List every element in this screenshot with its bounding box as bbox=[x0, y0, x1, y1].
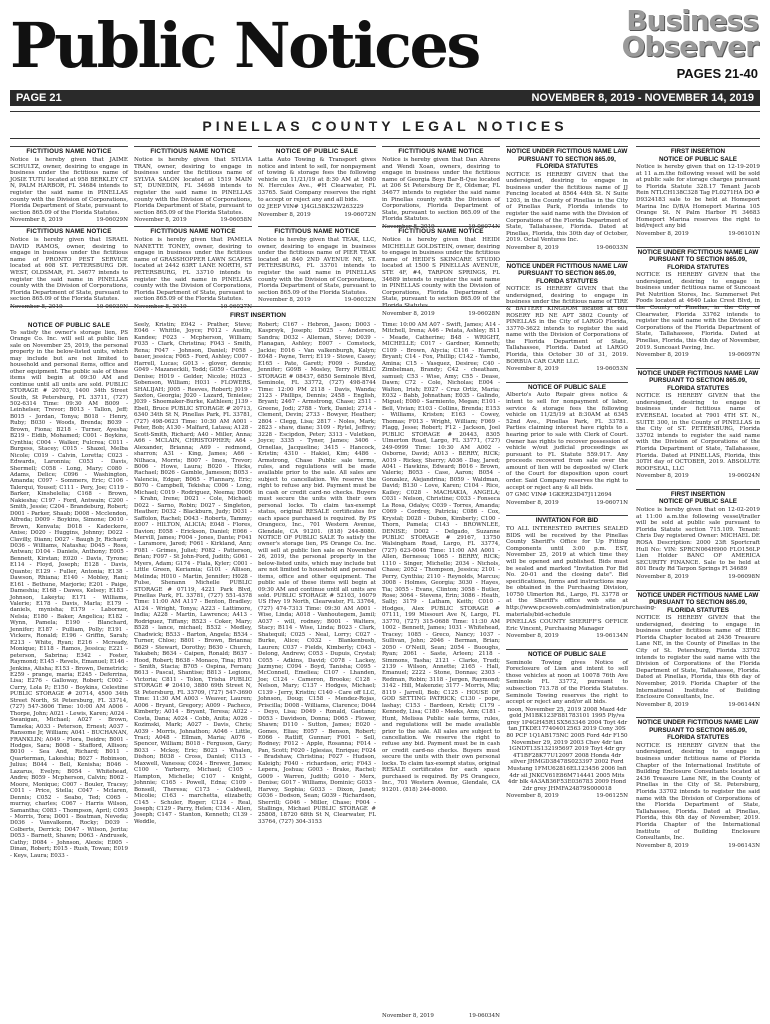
notice-heading: NOTICE UNDER FICTITIOUS NAME LAW PURSUANT TO SECTION 865.09, FLORIDA STATUTES bbox=[637, 591, 759, 614]
notice-code: 19-06072N bbox=[344, 211, 376, 218]
notice-box bbox=[10, 146, 128, 228]
notice-date bbox=[134, 304, 187, 311]
notice-heading: NOTICE UNDER FICTITIOUS NAME LAW PURSUANT TO SECTION 865.09, FLORIDA STATUTES bbox=[637, 369, 759, 392]
notice-col5-4 bbox=[506, 515, 656, 644]
notice-body: Notice is hereby given that ISRAEL DAVID RAMOS, owner, desiring to engage in business under the fictitious name of PRONTO PEST SERVICE located at 608 ST. PETERSBURG DR. WEST, OLDSMAR, FL 34677 intends to register the said name in PINELLAS county with the Division of Corporations, Florida Department of State, pursuant to section 865.09 of the Florida Statutes. bbox=[10, 237, 128, 303]
notice-col6-1 bbox=[636, 146, 760, 242]
notice-top-2 bbox=[134, 146, 252, 224]
notice-date: November 8, 2019 bbox=[506, 793, 559, 800]
notice-code: 19-06034N bbox=[468, 1013, 500, 1019]
notice-heading: FICTITIOUS NAME NOTICE bbox=[150, 228, 236, 235]
notice-body: NOTICE IS HEREBY GIVEN that the undersigned, desiring to engage in business under the fictitious name of TIRE & BATTERY KINGDOM located at 601 ROSERY RD NE APT 3802 County of PINELLAS in the City of LARGO Florida, 33770-3622 intends to register the said name with the Division of Corporations of the Florida Department of State, Tallahassee, Florida. Dated at LARGO Florida, this October 30 of 31, 2019. BORBUA CAR CARE LLC. bbox=[506, 286, 628, 365]
page-number: PAGE 21 bbox=[16, 92, 62, 104]
notice-top-6 bbox=[134, 226, 252, 304]
notice-top-3 bbox=[258, 146, 376, 224]
storage-footer bbox=[382, 1012, 500, 1022]
notice-top-4 bbox=[382, 146, 500, 230]
notice-box bbox=[134, 146, 252, 228]
notice-heading: FICTITIOUS NAME NOTICE bbox=[150, 148, 236, 155]
masthead-title: Public Notices bbox=[10, 9, 479, 82]
notice-body: TO ALL INTERESTED PARTIES SEALED BIDS will be received by the Pinellas County Sheriff's Office for Up Fitting Components until 3:00 p.m. EST, November 25, 2019 at which time they will be opened and published. Bids must be sealed and marked "Invitation For Bid No. 20-01 and the closing date". Bid specifications, forms and instructions may be obtained in the Purchasing Division, 10750 Ulmerton Rd., Largo, FL 33778 or at the Sheriff's office web site at http://www.pcsoweb.com/administration/purchasing-materials/bid-schedule bbox=[506, 525, 656, 618]
notice-body: Notice is hereby given that on 12-19-2019 at 11 a.m.the following vessel will be sold at public sale for storage charges pursuant to Florida Statute 328.17 Tenant Jacob Rein NTLCH138C328 Tag FL0271HA DO # D9324183 sale to be held at Homeport Marina Inc D/B/A Homeport Marina 105 Orange St. N Palm Harbor Fl 34683 Homeport Marina reserves the right to bid/reject any bid bbox=[636, 164, 760, 230]
notice-date: November 8, 2019 bbox=[10, 217, 63, 224]
notice-date: November 8, 2019 bbox=[636, 230, 689, 237]
notice-date: November 8, 2019 bbox=[636, 352, 689, 359]
notice-insertion: FIRST INSERTION bbox=[670, 490, 726, 498]
notice-body: Latta Auto Towing & Transport gives notice and intent to sell, for nonpayment of towing & storage fees the following vehicle on 11/21/19 at 8:30 AM at 1680 N. Hercules Ave., #H Clearwater, FL 33765. Said Company reserves the right to accept or reject any and all bids. bbox=[258, 157, 376, 203]
notice-top-8 bbox=[382, 223, 500, 317]
notice-col6-3 bbox=[636, 368, 760, 484]
notice-top-1 bbox=[10, 146, 128, 224]
top-bar bbox=[10, 90, 760, 106]
logo-line-business: Business bbox=[626, 4, 758, 37]
notice-col5-3 bbox=[506, 382, 628, 511]
notice-date: November 8, 2019 bbox=[506, 633, 559, 640]
storage-column-3 bbox=[258, 322, 376, 1020]
notice-heading: FICTITIOUS NAME NOTICE bbox=[26, 228, 112, 235]
notice-code: 19-06029N bbox=[96, 217, 128, 224]
notice-date: November 8, 2019 bbox=[258, 211, 311, 218]
notice-col6-4 bbox=[636, 489, 760, 585]
notice-heading: NOTICE UNDER FICTITIOUS NAME LAW PURSUANT TO SECTION 865.09, FLORIDA STATUTES bbox=[506, 148, 628, 170]
notice-body: NOTICE IS HEREBY GIVEN that the undersigned, desiring to engage in business under fictitious name of Suncoast Pet Nutrition Stores, Inc. Summerset Pet Foods located at 4640 Lake Crest Blvd, in the County of Pinellas, in the City of Clearwater, Florida 33762 intends to register the said name with the Division of Corporations of the Florida Department of State, Tallahassee, Florida. Dated at Pinellas, Florida, this 4th day of November, 2019. Suncoast Paving, Inc. bbox=[636, 272, 760, 351]
pages-range: PAGES 21-40 bbox=[676, 66, 758, 81]
notice-body: Alberto's Auto Repair gives notice & intent to sell for nonpayment of labor, service & storage fees the following vehicle on 11/25/19 at 8:30AM at 6345 52nd Ave., Pinellas Park, FL 33781. Parties claiming interest have rights to a hearing prior to sale with Clerk of Court. Owner has rights to recover possession of vehicle w/out judicial proceedings as pursuant to FL Statute 559.917. Any proceeds recovered from sale over the amount of lien will be deposited w/ Clerk of the Court for disposition upon court order. Said Company reserves the right to accept or reject any & all bids. bbox=[506, 392, 628, 491]
notice-heading: NOTICE OF PUBLIC SALE bbox=[527, 383, 606, 391]
notice-heading: FICTITIOUS NAME NOTICE bbox=[26, 148, 112, 155]
notice-col6-2 bbox=[636, 247, 760, 363]
notice-date: November 8, 2019 bbox=[636, 573, 689, 580]
notice-top-7 bbox=[258, 226, 376, 304]
notice-body: NOTICE IS HEREBY GIVEN that the undersigned, desiring to engage in business under the fictitious name of JJ Fencing located at 8564 44th St. N Suite 1203, in the County of Pinellas in the City of Pinellas Park, Florida intends to register the said name with the Division of Corporations of the Florida Department of State, Tallahassee, Florida. Dated at Pinellas, Florida, this 30th day of October, 2019. Octal Ventures Inc. bbox=[506, 171, 628, 244]
notice-code: 19-06058N bbox=[220, 217, 252, 224]
notice-body: Notice is hereby given that Dan Ahrens and Wendi Xoan, owners, desiring to engage in business under the fictitious name of Georgia Boys Bar-B-Que located at 206 St Petersburg Dr E, Oldsmar, FL 34677 intends to register the said name in Pinellas county with the Division of Corporations, Florida Department of State, pursuant to section 865.09 of the Florida Statutes. bbox=[382, 157, 500, 223]
notice-heading: FICTITIOUS NAME NOTICE bbox=[398, 228, 484, 235]
notice-col6-6 bbox=[636, 717, 760, 853]
notice-date: November 8, 2019 bbox=[506, 499, 559, 506]
notice-date bbox=[10, 304, 63, 311]
storage-column-4 bbox=[382, 322, 500, 1012]
section-title: PINELLAS COUNTY LEGAL NOTICES bbox=[10, 111, 760, 139]
column-5 bbox=[506, 146, 656, 1022]
notice-signature: PINELLAS COUNTY SHERIFF'S OFFICE Eric Vincent, Purchasing Manager bbox=[506, 619, 628, 632]
storage-text-3: Robert; C167 - Hebron, Jason; D003 - Kasprsyk, Joseph; D025 - Anderson, Sandra; D032 - Alleman, Steve; D039 - Flanagan, Ashley; E007 - Comstock, Jackie; E016 - Van valkenburgh, Kalyn; E048 - Payne, Terri; E119 - Stowe, Casey; E165 - Pate, Garett; F009 - Sunday, Jennifer; G09B - Mosley, Terry PUBLIC STORAGE # 08437, 6850 Seminole Blvd, Seminole, FL 33772, (727) 498-8744 Time: 12:00 PM 2118 - Davis, Wanda; 2123 - Phillips, Dennis; 2458 - English, Bryant; 2467 - Armstrong, Chase; 2511 - Greene, Jodi; 2788 - York, Daniel; 2714 - Clement, Devin; 2733 - Bowyer, Heather; 2804 - Clegg, Lisa; 2817 - Noles, Mark; 2823 - shaw, diane; 3109 - Rytel, Jeffrey; 3228 - Escipdon, Peter; 3313 - Vuletkon, Joyce; 3335 - Tyner, James; 3406 - Ornellas, Jacqueline; 3415 - Hancock, Kristin; 4310 - Hakiel, Kim; 4486 - Armstrong, Chase Public sale terms, rules, and regulations will be made available prior to the sale. All sales are subject to cancellation. We reserve the right to refuse any bid. Payment must be in cash or credit card-no checks. Buyers must secure the units with their own personal locks. To claim tax-exempt status, original RESALE certificates for each space purchased is required. By PS Orangeco, Inc., 701 Western Avenue, Glendale, CA 91201. (818) 244-8080. NOTICE OF PUBLIC SALE To satisfy the owner's storage lien, PS Orange Co. Inc. will sell at public lien sale on November 26, 2019, the personal property in the below-listed units, which may include but are not limited to household and personal items, office and other equipment. The public sale of these items will begin at 09:30 AM and continue until all units are sold. PUBLIC STORAGE # 52103, 16079 US Hwy 19 North, Clearwater, FL 33764, (727) 474-7313 Time: 09:30 AM A001 - Wise, Linda; A018 - Vanhoutegem, Jamil; A037 - will, rodney; B001 - Walters, Stacy; B114 - Wise, Linda; B023 - Clark, Shatequil; C025 - Neal, Lorry; C027 - Burke, Alice; C032 - Blankenbush, Lauren; C037 - Fields, Kimberly; C043 - Delong, Andrew; C053 - Dupuis, Crystal; C055 - Adkins, David; C078 - Lackey, Jazmyne; C094 - Boyd, Tanisha; C095 - McConnell, Emeliea; C107 - Lhanden, Joe; C124 - Cameron, Brooke; C128 - Nelson, Mary; C137 - Hodges, Michael; C139 - Jerry, Kristin; C140 - Care off LLC, Johnson, Doug; C158 - Mendez-Rojas, Priscilla; D008 - Williams, Clarence; D044 - Deyo, Lisa; D049 - Ronald, Gaetano; D053 - Davidson, Donna; D065 - Flower, Shawn; D110 - Sutton, James; E020 - Gomes, Elias; E057 - Benson, Robert; E066 - Ratliff, Gunnar; F001 - Sell, Rodney; F012 - Apple, Rosanna; F014 - Pan, Scott; F020 - Iglesias, Enrique; F024 - Bradshaw, Christina; F027 - Hudson, Kaleigh; F040 - richardson, eric; F043 - Lepera, Joshua; G003 - Brake, Rachel; G009 - Warren, Judith; G010 - Merx, Denise; G017 - Williams, Dominic; G033 - Harvey, Sophia; G033 - Dixon, Janet; G036 - Dodson, Sean; G039 - Richardson, Sherrill; G046 - Miller, Chase; F004 - Stallings, Michael PUBLIC STORAGE # 25808, 18720 68th St N, Clearwater, FL 33764, (727) 304-3153 bbox=[258, 322, 376, 825]
notice-heading: FICTITIOUS NAME NOTICE bbox=[398, 148, 484, 155]
notice-date: November 8, 2019 bbox=[258, 297, 311, 304]
notice-date: November 8, 2019 bbox=[382, 310, 435, 317]
notice-code: 19-06032N bbox=[344, 297, 376, 304]
notice-date: November 8, 2019 bbox=[506, 245, 559, 252]
notice-body: Notice is hereby given that JAIME SCHULTZ, owner, desiring to engage in business under the fictitious name of JOSIE TUTU located at 958 BERKLEY CT N, PALM HARBOR, FL 34684 intends to register the said name in PINELLAS county with the Division of Corporations, Florida Department of State, pursuant to section 865.09 of the Florida Statutes. bbox=[10, 157, 128, 216]
notice-body: NOTICE IS HEREBY GIVEN that the undersigned, desiring to engage in business under fictitious name of IEBC Florida Chapter located at 2436 Treasure Lane NE, in the County of Pinellas in the City of St. Petersburg, Florida 33702 intends to register the said name with the Division of Corporations of the Florida Department of State, Tallahassee, Florida. Dated at Pinellas, Florida, this 6th day of November, 2019. Florida Chapter of the International Institute of Building Enclosure Consultants, Inc. bbox=[636, 615, 760, 701]
notice-heading: NOTICE UNDER FICTITIOUS NAME LAW PURSUANT TO SECTION 865.09, FLORIDA STATUTES bbox=[637, 248, 759, 271]
notice-vehicle: 07 GMC VIN# 1GKER23D47J112694 bbox=[506, 492, 612, 499]
notice-body: NOTICE IS HEREBY GIVEN that the undersigned, desiring to engage in business under fictitious name of EVERSEAL located at 7901 4TH ST. N., SUITE 300, in the County of PINELLAS in the City of ST. PETERSBURG, Florida 33702 intends to register the said name with the Division of Corporations of the Florida Department of State, Tallahassee, Florida. Dated at PINELLAS, Florida, this 30TH day of OCTOBER, 2019. ABSOLUTE ROOFSEAL, LLC bbox=[636, 393, 760, 472]
notice-box bbox=[10, 226, 128, 315]
notice-code: 19-06134N bbox=[596, 633, 628, 640]
notice-date: November 8, 2019 bbox=[382, 223, 435, 230]
notice-code: 19-06101N bbox=[728, 230, 760, 237]
storage-text-4: Time: 10:00 AM A07 - Swift, James; A14 - Mitchell, Irena; A46 - Pelata, Ashley; B11 - Meade, Catherine; B48 - WRIGHT, MICHELLE; C017 - Gardner, Kenneth; C109 - Brown, Alycia; C116 - Harrell, Bryant; C14 - Fox, Phillip; C142 - Yambo, Amina; C15 - Vasquez, Desiree; C40 - Zimbelman, Brandy; C42 - cheatham, samuel; C53 - Wise, Amy; C55 - Dease, Dawn; C72 - Cole, Nicholas; E004 - Walton, Irish; E027 - Cruz Ortiz, Maria; E032 - Babb, Johnathan; E035 - Galindo, Miguel; E080 - Sarmiento, Megan; E101 - Bell, Vivian; E103 - Collins, Brenda; E153 - Williams, Kristen; E163 - Cowey, Thomas; F013 - Wright, William; F069 - Flagg, Jesse; Robert; F12 - Jackson, Joel PUBLIC STORAGE # 20443, 8305 Ulmerton Road, Largo, FL 33771, (727) 249-0999 Time: 10:30 AM A002 - Osborne, David; A013 - BERRY, RICK; A019 - Rickey, Sherry; A036 - Day, Jared; A041 - Hawkins, Edward; B016 - Brown, Valerie; B053 - Case, Aaron; B054 - Gonzalez, Alejandrina; B059 - Waldman, David; B130 - Love, Karen; C104 - Rice, Kailey; C028 - MACHAKIA, ANGELA; C031 - Nelson, Christine; C033 - Fonseca La Rosa, Odalys; C039 - Torres, Amanda; C069 - Cordrey, Patricia; C086 - Cox, Krystal; D028 - Dubon, Kimberly; C100 - Thorn, Pamela; C143 - BROWNLEE, DENISE; D002 - Delgado, Suzanne PUBLIC STORAGE # 29167, 13750 Walsingham Road, Largo, FL 33774, (727) 623-0046 Time: 11:00 AM A001 - Allen, Bernessa; 1065 - BERRY, RICK; 1110 - Singer, Michelle; 2034 - Nichols, Chase; 2052 - Thompson, Jessica; 2101 - Perry, Cynthia; 2110 - Reynolds, Marcus; 3008 - Holmes, Georgia; 3030 - Hayes, Tia; 3055 - Evans, Clinton; 3058 - Butler, Rose; 3064 - Stevens, Erin; 3086 - Heath, Sally; 3179 - Latham, Keith; C010 - Hodges, Alex PUBLIC STORAGE # 07111, 199 Missouri Ave N, Largo, FL 33770, (727) 315-0688 Time: 11:30 AM 1002 - Bennett, James; 1031 - Whitehead, Tracey; 1085 - Greco, Nancy; 1037 - Sullivan, John; 2046 - Berman, Brian; 2050 - O'Neill, Sean; 2054 - Buoughs, Ryan; 2061 - Saste, Arleen; 2118 - Simmons, Tasha; 2121 - Clarke, Trudi; 2139 - Wilson, Annette; 2165 - Hall, Emanuel; 2222 - Stone, Donnas; 2303 - Redman, Robin; 3118 - Jergen, Raymond; 3142 - Hill, Makenzie; 3177 - Morris, Mia; 8119 - Jarrell, Bob; C125 - HOUSE OF GOD SETTING PATRICK; C130 - pope, lashay; C153 - Bardeen, Kristi; C179 - Kennedy, Lisa; C180 - Meeks, Ann; C181 - Hunt, Melissa Public sale terms, rules, and regulations will be made available prior to the sale. All sales are subject to cancellation. We reserve the right to refuse any bid. Payment must be in cash or credit card-no checks. Buyers must secure the units with their own personal locks. To claim tax-exempt status, original RESALE certificates for each space purchased is required. By PS Orangeco, Inc., 701 Western Avenue, Glendale, CA 91201. (818) 244-8080. bbox=[382, 322, 500, 793]
notice-body: Seminole Towing gives Notice of Foreclosure of Lien and intent to sell those vehicles at noon at 10078 76th Ave Seminole FL 33772, pursuant to subsection 713.78 of the Florida Statutes. Seminole Towing reserves the right to accept or reject any and/or all bids. bbox=[506, 659, 628, 706]
logo-line-observer: Observer bbox=[621, 30, 758, 63]
notice-vehicle: 02 JEEP VIN# 1J4GL58K32W263229 bbox=[258, 204, 364, 211]
storage-text-2: Seely, Kristin; E042 - Prather, Steve; E046 - Whittle, Joyce; F012 - Austin, Kandee; F023 - Mcpherson, William; F035 - Clark, Christina; F043 - Smith, Rena; F047 - Johnson, Daniel; F058 - bauer, jessica; F065 - Ford, Ashley; C007 - Harrell, Lucas; G013 - glover, dennis; G049 - Mazaneckili, Todd; G059 - Cardee, Denise; H019 - Gelder, Nicole; H023 - Sobenson, William; H031 - FLOWERS, SHALIJAH; J005 - Reeves, Robert; J019 - Saxton, Georgia; J020 - Lazard, Tenielee; J039 - Shoemaker-Burke, Kathleen; J139 - Ebell, Bruce PUBLIC STORAGE # 20713, 6340 34th St N, Pinellas Park, FL 33781, (727) 498-0623 Time: 10:30 AM A001 - Peter, Bob; A130 - Malfard, Latasa; A128 - Scott-Smith, Richard; A40 - Miller, Anna; A66 - MCLAIN, CHRISTOPHER; A64 - Alexander, Brianna; A69 - redmond, sharron; A31 - King, James; A66 - Nilhaca, Morris; B007 - Imes, Trevor; B006 - Howe, Laura; B020 - Hicks, Rachael; B026 - Gamble, Jameson; B053 - Valencia, Edgar; B065 - Flannary, Eric; B070 - Campbell, Tekisha; C006 - Long, Michael; C019 - Rodriguez, Neema; D006 - Krahn, Irene; D021 - Cole, Michael; D022 - Sarno, Robin; D027 - Singleton, Heather; D032 - Blackburn, Judy; D031 - Saffolon, Rachel; D043 - Roberts, Tammy; E007 - HILTON, ALICIA; E048 - Flores, Davion; E058 - Erickson, Daniel; E066 - Mervill, James; F004 - Jones, Dante; F041 - Laramore, Jared; F061 - Kirkland, Ann; F081 - Grimes, Juliet; F082 - Patterson, Brian; F097 - St John-Ford, Judith; G061 - Myers, Adam; G174 - Fiala, Kyler; C001 - Little Green, Keriamia; G101 - Allison, Melinda; H010 - Martin, Jennifer; H028 - Fulse, Shenann Michelle PUBLIC STORAGE # 07119, 4221 Park Blvd, Pinellas Park, FL 33781, (727) 551-4378 Time: 11:00 AM A117 - Benton, Bradley; A124 - Wright, Tonya; A223 - Lattimore, India; A228 - Martin, Lawrence; A413 - Rodriguez, Tiffany; B523 - Coker, Mary; B528 - lance, michael; B532 - Medley, Chadwick; B533 - Barton, Angela; B534 - Turner, Chloe; B801 - Brown, Brianna; B629 - Stewart, Dorothy; B630 - Church, Yakabeh; B634 - Caipen, Ronald; B637 - Hood, Robert; B638 - Monaco, Tina; B701 - Smith, Stacia; B705 - Ospina, Fernan; B613 - Pascal, Shantise; B813 - Legions, Victoria; C811 - Tolon, Trisha PUBLIC STORAGE # 20410, 3880 69th Street N, St Petersburg, FL 33709, (727) 547-3690 Time: 11:30 AM A003 - Weaver, Lauren; A006 - Bryant, Gregory; A009 - Pacheco, Kimberly; A014 - Bryant, Teresa; A022 - Costa, Dana; A024 - Cobb, Anita; A026 - Kozimski, Mark; A027 - Davis, Chris; A039 - Morris, Johnathon; A046 - Little, Traci; A048 - Ellman, Maria; A076 - Spencer, William; B018 - Ferguson, Gary; B033 - Mckoy, Eric; B023 - Whalen, Dishon; B038 - Cross, Daniel; C113 - Maxwell, Vanessa; C024 - Brewer, James; C100 - Yarberry, Michael; C105 - Hampton, Michelle; C107 - Knight, Johnnie; C165 - Powell, Edna; C109 - Bonsell, Theresa; C173 - Caldwell, Micolie; C163 - marchetta, elizabeth; C145 - Schuler, Roger; C124 - Real, Joseph; C129 - Parry, Helen; C134 - Allen, Joseph; C147 - Stanton, Kenneth; C139 - Weddle, bbox=[134, 322, 252, 825]
notice-date: November 8, 2019 bbox=[382, 1013, 434, 1019]
notice-date: November 8, 2019 bbox=[506, 366, 559, 373]
first-insertion-label: FIRST INSERTION bbox=[230, 312, 286, 319]
notice-code: 19-06028N bbox=[468, 310, 500, 317]
notice-body: Notice is hereby given that PAMELA NANETTE TONEY, owner, desiring to engage in business under the fictitious name of GRASSHOPPER LAWN SCAPES located at 2442 63RT LANE NORTH, ST PETERSBURG, FL 33710 intends to register the said name in PINELLAS county with the Division of Corporations, Florida Department of State, pursuant to section 865.09 of the Florida Statutes. bbox=[134, 237, 252, 303]
notice-heading: NOTICE OF PUBLIC SALE bbox=[658, 498, 737, 506]
notice-vehicle-list: noon, November 25, 2019 2008 Mazd 4dr gold JM1BK123F881783101 1995 Ply/va grey 1P4GH45R1SX563346 2004 Toyt 4dr tan JTKDE177404012563 2019 Cony 30S 80 PCF 1Q1AB175NC 2005 Ford 4dr F150 November 29, 2019 2003 Chev 4dr tan 1GNDT13S132195697 2019 Toyt 4dr gry 4T1BF28K77U12097 2008 Honda 4dr silver JHMGD38478S023397 2002 Ford Mustang 1FMU62816EL123456 2006 Infi 4dr sil JNKCV61E86M714441 2005 Mits 4dr blk 4A3AB36F53E036783 2009 Hond 2dr grey JHMFA24879S000018 bbox=[506, 706, 628, 792]
notice-code: 19-06071N bbox=[596, 499, 628, 506]
notice-code bbox=[220, 304, 252, 311]
business-observer-logo bbox=[621, 4, 758, 63]
column-6 bbox=[636, 146, 760, 1022]
notice-body: Notice is hereby given that SYLVIA TRAN, owner, desiring to engage in business under the fictitious name of SYLVIA SALON located at 1519 MAIN ST, DUNEDIN, FL 34698 intends to register the said name in PINELLAS county with the Division of Corporations, Florida Department of State, pursuant to section 865.09 of the Florida Statutes. bbox=[134, 157, 252, 216]
notice-col5-2 bbox=[506, 261, 628, 377]
notice-code: 19-06125N bbox=[596, 793, 628, 800]
storage-text-1: To satisfy the owner's storage lien, PS Orange Co. Inc. will sell at public lien sale on November 25, 2019, the personal property in the below-listed units, which may include but are not limited to household and personal items, office and other equipment. The public sale of these items will begin at 09:30 AM and continue until all units are sold. PUBLIC STORAGE # 20703, 1400 34th Street South, St Petersburg, FL 33711, (727) 502-6314 Time: 09:30 AM B009 - Leinhelser, Trevor; B013 - Tallon, Jeff; B015 - Jordan, Tonya; B018 - Henry, Ruby; B030 - Woods, Brenda; B039 - Brown, Fiona; B218 - Turner, Ayesha; B219 - Eldib, Mohamed; C001 - Boykins, Cynthia; C004 - Walker, Fulcrea; C011 - Burgess, Stacey; C015 - Shazel, Melba Nicole; C019 - Calvin, Loretta; C023 - Edwards, Laronnia; C053 - Davis, Shermell; C058 - Long, Mary; C080 - Adams, Delice; C096 - Washington, Amanda; C097 - Sommers, Eric; C106 - Talerqui, Yousef; C111 - Pery, Joe; C119 - Barker, Kinshelelia; C168 - Brown, Nakiesha; C197 - Ford, Antwain; C200 - Smith, Jessie; C204 - Brandeburg, Robert; D001 - Parker, Shaab; D008 - Mcclendon, Alfreda; D009 - Boykins, Simone; D010 - Brown, Kenvata; D018 - Kadeckere, Anise; D020 - Huggins, Johnny; D022 - Clavilly, Diann; D027 - Baugh Jr, Richard; D036 - Williams, Natasha; D045 - Ross, Antwan; D104 - Daniels, Anthony; E005 - Bennett, Kirstan; E020 - Davis, Tyrone; E114 - Floyd, Joseph; E128 - Davis, Quante; E129 - Fuller, Antonia; E138 - Dawson, Rhiana; E140 - Mobley, Rani; E161 - Bethune, Marjorie; E201 - Paige, Dameshia; E168 - Dawes, Kelsey; E183 - Johnson, Lakeyta; E171 - Williams, Valerie; E178 - Davis, Marla; E179 - daniels, mynisha; E179 - Laborner, Nelsia; E180 - Baker, Angelica; E182 - Wynn, Pamela; E190 - Blanchard, Jennifer; E187 - Pulliam, Polly; E191 - Vickers, Ronald; E196 - Griffin, Sarah; E213 - White, Ryan; E216 - Mcready, Monique; E118 - Ramos, Jessica; E221 - peterson, Sabrina; E342 - Foster, Raymond; E145 - Revels, Emanuel; E146 - Jenkins, Alisha; E153 - Brown, Demetrick; E259 - prange, maria; E245 - Deferrina, Lisa; E276 - Galloway, Robert; C002 - Curry, Lola P.; E150 - Boykins, Celestine PUBLIC STORAGE # 20714, 4500 34th Street North, St Petersburg, FL 33714, (727) 547-3606 Time: 10:00 AM A006 - Thorpe, John; A021 - Lewis, Karen; A024 - Swanigan, Michael; A027 - Brown, Tameka; A033 - Peterson, Ernest; A037 - Ransome Jr, William; A041 - BUCHANAN, FRANKLIN; A049 - Flora, Deidre; B001 - Hodges, Sara; B008 - Stafford, Allison; B010 - Sea And, Richard; B011 - Quarterman, Lakeshia; B027 - Robinson, Julius; B044 - Bell, Kenisha; B046 - Lazarus, Evelyn; B054 - Whitehead, Andre; B059 - Mcpherson, Calvin; B062 - Moore, Monique; C007 - Bouler, Tracey; C011 - Price, Stella; C047 - Mclaren, Dennis; C052 - Seabo, Ted; C065 - murray, charles; C067 - Harris Wilson, Samantha; C083 - Thompson, April; C093 - Morris, Tora; D001 - Boatman, Neveda; D036 - Vanvalkenn, Rocky; D039 - Colberts, Derrick; D047 - Wilson, Jerita; D053 - Barnett, Shawn; D063 - Andrusek, Cathy; D084 - Johnson, Alexis; E005 - Dinan, Robert; E015 - Rush, Towan; E019 - Keys, Laura; E033 - bbox=[10, 330, 128, 859]
storage-column-1 bbox=[10, 322, 128, 1020]
notice-heading: INVITATION FOR BID bbox=[535, 517, 599, 525]
notice-col5-1 bbox=[506, 146, 628, 256]
notice-box bbox=[134, 226, 252, 315]
notice-code: 19-06143N bbox=[728, 842, 760, 849]
notice-heading: FICTITIOUS NAME NOTICE bbox=[274, 228, 360, 235]
notice-code: 19-06098N bbox=[728, 573, 760, 580]
notice-heading: NOTICE OF PUBLIC SALE bbox=[527, 651, 606, 659]
notice-code: 19-06033N bbox=[596, 245, 628, 252]
storage-heading: NOTICE OF PUBLIC SALE bbox=[27, 322, 111, 329]
issue-dates: NOVEMBER 8, 2019 - NOVEMBER 14, 2019 bbox=[531, 92, 754, 104]
notice-body: Notice is hereby given that TEAK, LLC, owner, desiring to engage in business under the fictitious name of PIER TEAK located at 840 2ND AVENUE NE, ST. PETERSBURG, FL 33701 intends to register the said name in PINELLAS county with the Division of Corporations, Florida Department of State, pursuant to section 865.09 of the Florida Statutes. bbox=[258, 237, 376, 296]
notice-date: November 8, 2019 bbox=[636, 701, 689, 708]
notice-body: Notice is hereby given that on 12-02-2019 at 11:00 a.m.the following vessel/trailer will be sold at public sale pursuant to Florida Statute section 715.109. Tenant: Chris Day registered Owner: MICHAEL DE ROSA Description: 2000 23ft Sportcraft Hull No: VIN: SPRCN064H900 FLO156LP Lien Holder BANC OF AMERICA SECURITY FINANCE. Sale to be held at 801 Brady Rd Tarpon Springs Fl 34689 bbox=[636, 506, 760, 573]
notice-code: 19-06024N bbox=[728, 473, 760, 480]
notice-heading: NOTICE OF PUBLIC SALE bbox=[658, 155, 737, 163]
notice-code bbox=[96, 304, 128, 311]
notice-box bbox=[258, 226, 376, 308]
notice-col6-5 bbox=[636, 590, 760, 713]
notice-col5-5 bbox=[506, 649, 628, 804]
notice-body: Notice is hereby given that HEIDI MICHELLE GOLDSTEIN, owner, desiring to engage in business under the fictitious name of HEIDI'S SKINCARE STUDIO located at 1500 S PINELLAS AVENUE, STE 4F, #4, TARPON SPRINGS, FL 34689 intends to register the said name in PINELLAS county with the Division of Corporations, Florida Department of State, pursuant to section 865.09 of the bbox=[382, 237, 500, 303]
notice-date: November 8, 2019 bbox=[636, 473, 689, 480]
notice-code: 19-06053N bbox=[596, 366, 628, 373]
notice-code: 19-06097N bbox=[728, 352, 760, 359]
notice-box bbox=[382, 146, 500, 235]
notice-insertion: FIRST INSERTION bbox=[670, 148, 726, 155]
notice-body: NOTICE IS HEREBY GIVEN that the undersigned, desiring to engage in business under fictitious name of Florida Chapter of the International Institute of Building Enclosure Consultants located at 2436 Treasure Lane NE, in the County of Pinellas in the City of St. Petersburg, Florida 33702 intends to register the said name with the Division of Corporations of the Florida Department of State, Tallahassee, Florida. Dated at Pinellas, Florida, this 6th day of November, 2019. Florida Chapter of the International Institute of Building Enclosure Consultants, Inc. bbox=[636, 742, 760, 842]
notice-code: 19-06074N bbox=[468, 223, 500, 230]
notice-heading: NOTICE OF PUBLIC SALE bbox=[275, 148, 359, 155]
notice-date: November 8, 2019 bbox=[134, 217, 187, 224]
notice-top-5 bbox=[10, 226, 128, 304]
notice-code: 19-06144N bbox=[728, 701, 760, 708]
notice-heading: NOTICE UNDER FICTITIOUS NAME LAW PURSUANT TO SECTION 865.09, FLORIDA STATUTES bbox=[506, 262, 628, 285]
notice-date: November 8, 2019 bbox=[636, 842, 689, 849]
notice-box bbox=[258, 146, 376, 222]
storage-column-2 bbox=[134, 322, 252, 1020]
notice-heading: NOTICE UNDER FICTITIOUS NAME LAW PURSUANT TO SECTION 865.09, FLORIDA STATUTES bbox=[637, 719, 759, 742]
